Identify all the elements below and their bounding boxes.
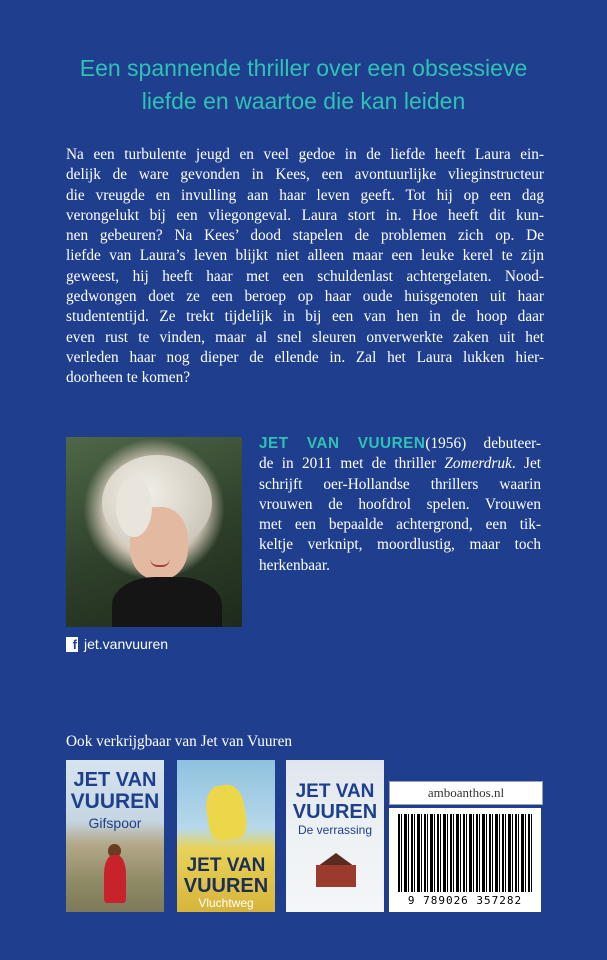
book-title: Vluchtweg bbox=[198, 896, 254, 910]
isbn-number: 9 789026 357282 bbox=[407, 894, 523, 907]
bio-line: vrouwen de hoofdrol spelen. Vrouwen bbox=[259, 495, 541, 513]
blurb-line: delijk de ware gevonden in Kees, een avontuurlijke vlieginstructeur bbox=[66, 166, 544, 184]
book-author-top: JET VAN bbox=[295, 781, 375, 802]
blurb-line: gedwongen doet ze een beroep op haar oude huisgenoten uit haar bbox=[66, 288, 544, 306]
blurb-line: liefde van Laura’s leven blijkt niet alleen maar een leuke kerel te zijn bbox=[66, 247, 544, 265]
book-cover-de-verrassing bbox=[286, 760, 384, 912]
bio-line: JET VAN VUUREN(1956) debuteer- bbox=[259, 435, 541, 452]
book-title: De verrassing bbox=[297, 823, 373, 837]
facebook-icon: f bbox=[66, 637, 78, 652]
blurb-line: die vreugde en invulling aan haar leven geeft. Tot hij op een dag bbox=[66, 186, 544, 204]
book-cover-gifspoor bbox=[66, 760, 164, 912]
book-author-top: JET VAN bbox=[73, 769, 157, 791]
bio-line: de in 2011 met de thriller Zomerdruk. Jet bbox=[259, 455, 541, 473]
bio-line: met een bepaalde achtergrond, een tik- bbox=[259, 516, 541, 534]
barcode bbox=[389, 808, 541, 912]
blurb bbox=[66, 145, 544, 389]
also-available-heading: Ook verkrijgbaar van Jet van Vuuren bbox=[66, 733, 293, 750]
author-bio bbox=[259, 434, 541, 576]
blurb-line: verongelukt bij een vliegongeval. Laura stort in. Hoe heeft dit kun- bbox=[66, 206, 544, 224]
blurb-line: studententijd. Ze trekt tijdelijk in bij een van hen in de hoop daar bbox=[66, 308, 544, 326]
facebook-link[interactable] bbox=[66, 636, 168, 652]
book-author-bottom: VUUREN bbox=[70, 790, 160, 813]
bio-line: herkenbaar. bbox=[259, 556, 330, 574]
blurb-line: verleden haar nog dieper de ellende in. Zal het Laura lukken hier- bbox=[66, 348, 544, 366]
blurb-line: nen gebeuren? Na Kees’ dood stapelen de problemen zich op. De bbox=[66, 227, 544, 245]
bio-line: schrijft oer-Hollandse thrillers waarin bbox=[259, 475, 541, 493]
blurb-line: even rust te vinden, maar al snel sleuren onverwerkte zaken uit het bbox=[66, 328, 544, 346]
author-photo bbox=[66, 437, 242, 627]
book-author-bottom: VUUREN bbox=[292, 801, 378, 823]
book-cover-vluchtweg bbox=[177, 760, 275, 912]
author-name: JET VAN VUUREN bbox=[259, 435, 426, 452]
debut-title: Zomerdruk bbox=[444, 455, 512, 473]
facebook-handle: jet.vanvuuren bbox=[84, 636, 169, 652]
tagline-line-1: Een spannende thriller over een obsessieve bbox=[79, 55, 528, 81]
book-title: Gifspoor bbox=[88, 815, 142, 831]
blurb-line: geweest, hij heeft haar met een schuldenlast achtergelaten. Nood- bbox=[66, 267, 544, 285]
blurb-line: Na een turbulente jeugd en veel gedoe in de liefde heeft Laura ein- bbox=[66, 146, 544, 163]
bio-line: keltje verknipt, moordlustig, maar toch bbox=[259, 536, 541, 554]
tagline-line-2: liefde en waartoe die kan leiden bbox=[141, 88, 466, 114]
tagline bbox=[0, 52, 607, 118]
publisher-url[interactable]: amboanthos.nl bbox=[389, 781, 543, 805]
book-author-bottom: VUUREN bbox=[183, 875, 269, 897]
book-author-top: JET VAN bbox=[186, 855, 266, 876]
blurb-line: doorheen te komen? bbox=[66, 369, 191, 387]
